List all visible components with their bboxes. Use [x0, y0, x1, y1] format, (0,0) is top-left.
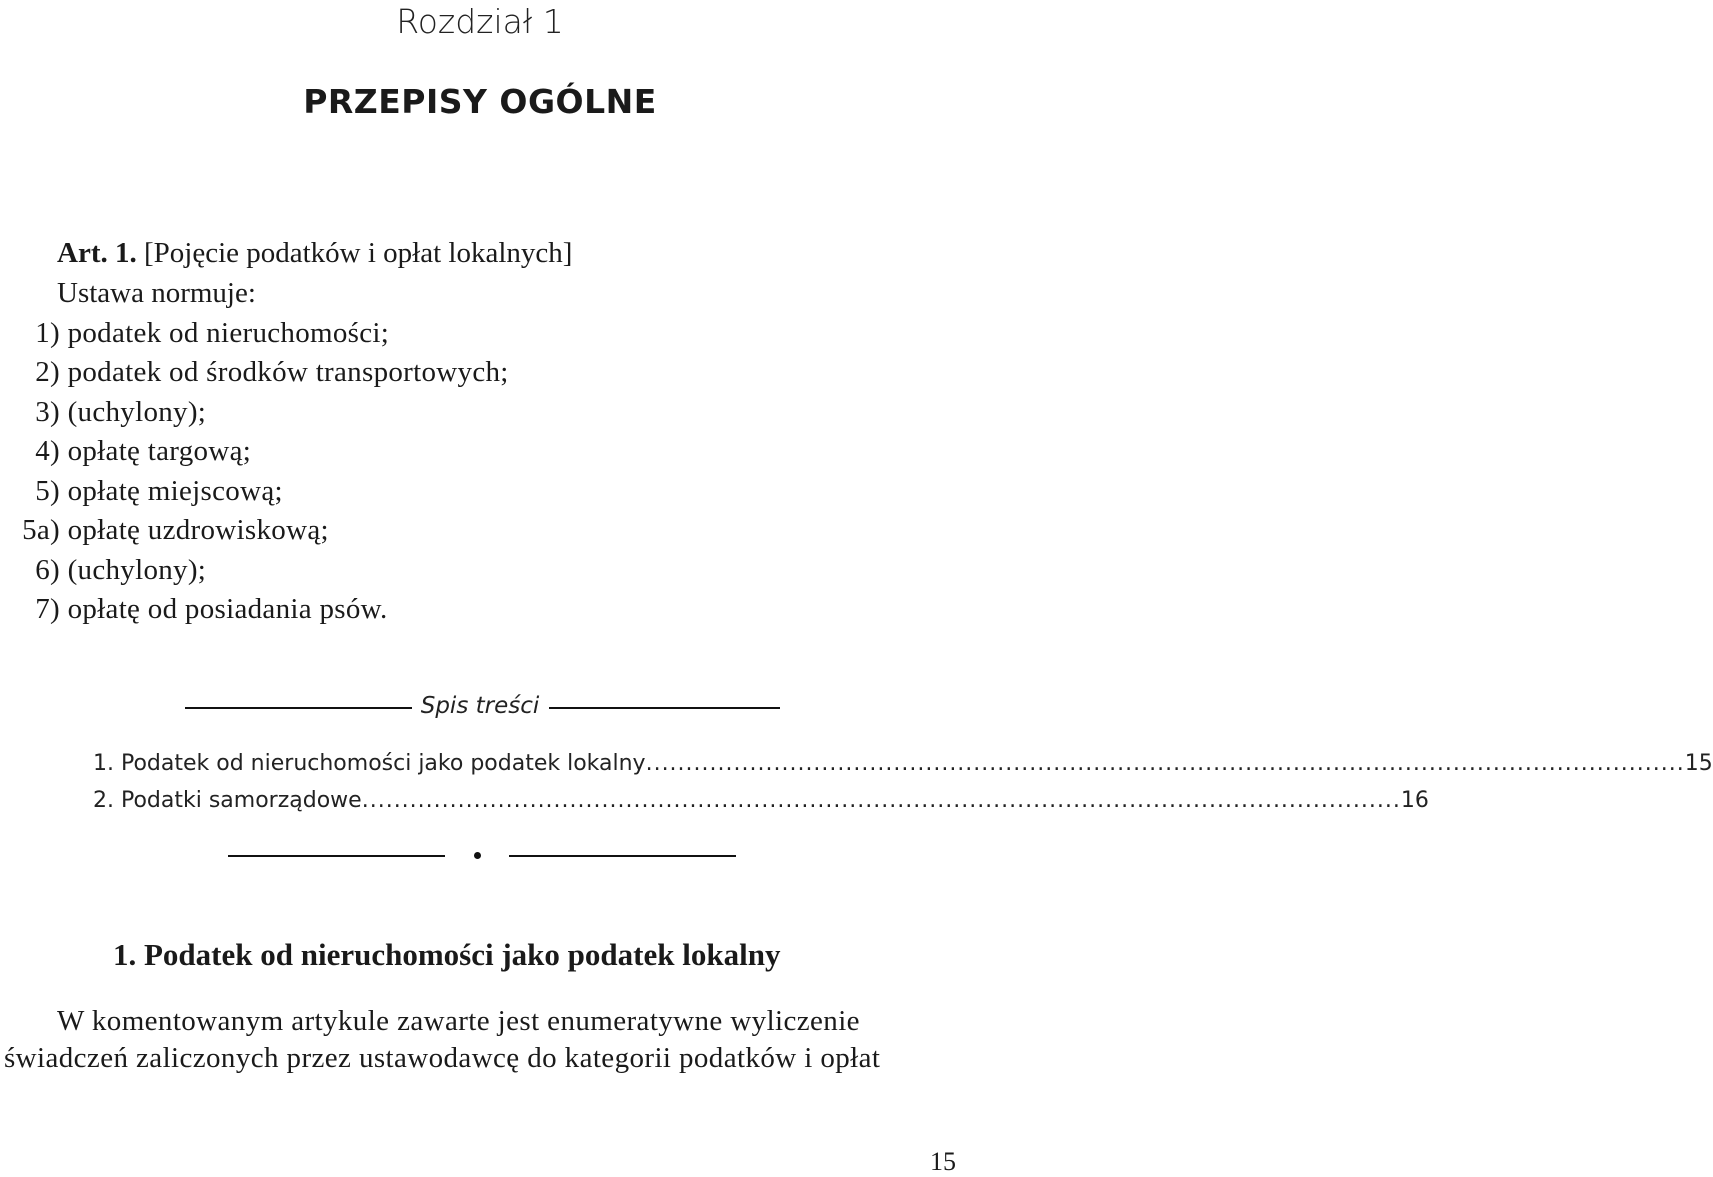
toc-leader-dots: ..................................................................................................................................	[361, 788, 1401, 813]
article-heading	[57, 237, 572, 270]
list-item-text: podatek od środków transportowych;	[67, 356, 509, 388]
separator-rule-right	[509, 855, 736, 857]
list-item	[0, 593, 388, 626]
toc-entry-page: 16	[1400, 788, 1429, 813]
list-item-number: 3)	[35, 396, 60, 428]
toc-entry-label: 2. Podatki samorządowe	[93, 788, 362, 813]
page-number: 15	[930, 1147, 956, 1176]
separator-dot	[474, 852, 481, 859]
list-item	[0, 475, 283, 508]
article-title: [Pojęcie podatków i opłat lokalnych]	[143, 237, 573, 269]
article-number: Art. 1.	[57, 237, 137, 269]
toc-entry[interactable]	[93, 788, 1429, 813]
list-item-text: opłatę miejscową;	[67, 475, 283, 507]
list-item-text: opłatę targową;	[67, 435, 252, 467]
chapter-title: PRZEPISY OGÓLNE	[303, 82, 657, 121]
list-item-text: podatek od nieruchomości;	[67, 317, 390, 349]
toc-entry-label: 1. Podatek od nieruchomości jako podatek lokalny	[93, 751, 646, 776]
list-item-text: (uchylony);	[67, 554, 207, 586]
section-heading: 1. Podatek od nieruchomości jako podatek lokalny	[113, 937, 781, 972]
article-intro: Ustawa normuje:	[57, 277, 256, 309]
list-item	[0, 396, 206, 429]
list-item-number: 5a)	[22, 514, 60, 546]
paragraph-line: W komentowanym artykule zawarte jest enumeratywne wyliczenie	[57, 1005, 860, 1037]
toc-entry-page: 15	[1684, 751, 1713, 776]
list-item-number: 5)	[35, 475, 60, 507]
paragraph-line: świadczeń zaliczonych przez ustawodawcę do kategorii podatków i opłat	[4, 1042, 881, 1074]
list-item	[0, 435, 251, 468]
list-item-number: 4)	[35, 435, 60, 467]
list-item-number: 6)	[35, 554, 60, 586]
toc-leader-dots: ..................................................................................................................................	[645, 751, 1685, 776]
list-item-text: (uchylony);	[67, 396, 207, 428]
chapter-label: Rozdział 1	[396, 2, 564, 41]
list-item	[0, 317, 389, 350]
separator-rule-left	[228, 855, 445, 857]
toc-entry[interactable]	[93, 751, 1713, 776]
list-item-number: 7)	[35, 593, 60, 625]
list-item	[0, 356, 509, 389]
list-item-text: opłatę uzdrowiskową;	[67, 514, 329, 546]
list-item	[0, 554, 206, 587]
list-item-number: 2)	[35, 356, 60, 388]
toc-rule-right	[549, 707, 780, 709]
toc-title: Spis treści	[420, 693, 540, 719]
list-item-text: opłatę od posiadania psów.	[67, 593, 388, 625]
list-item	[0, 514, 329, 547]
list-item-number: 1)	[35, 317, 60, 349]
